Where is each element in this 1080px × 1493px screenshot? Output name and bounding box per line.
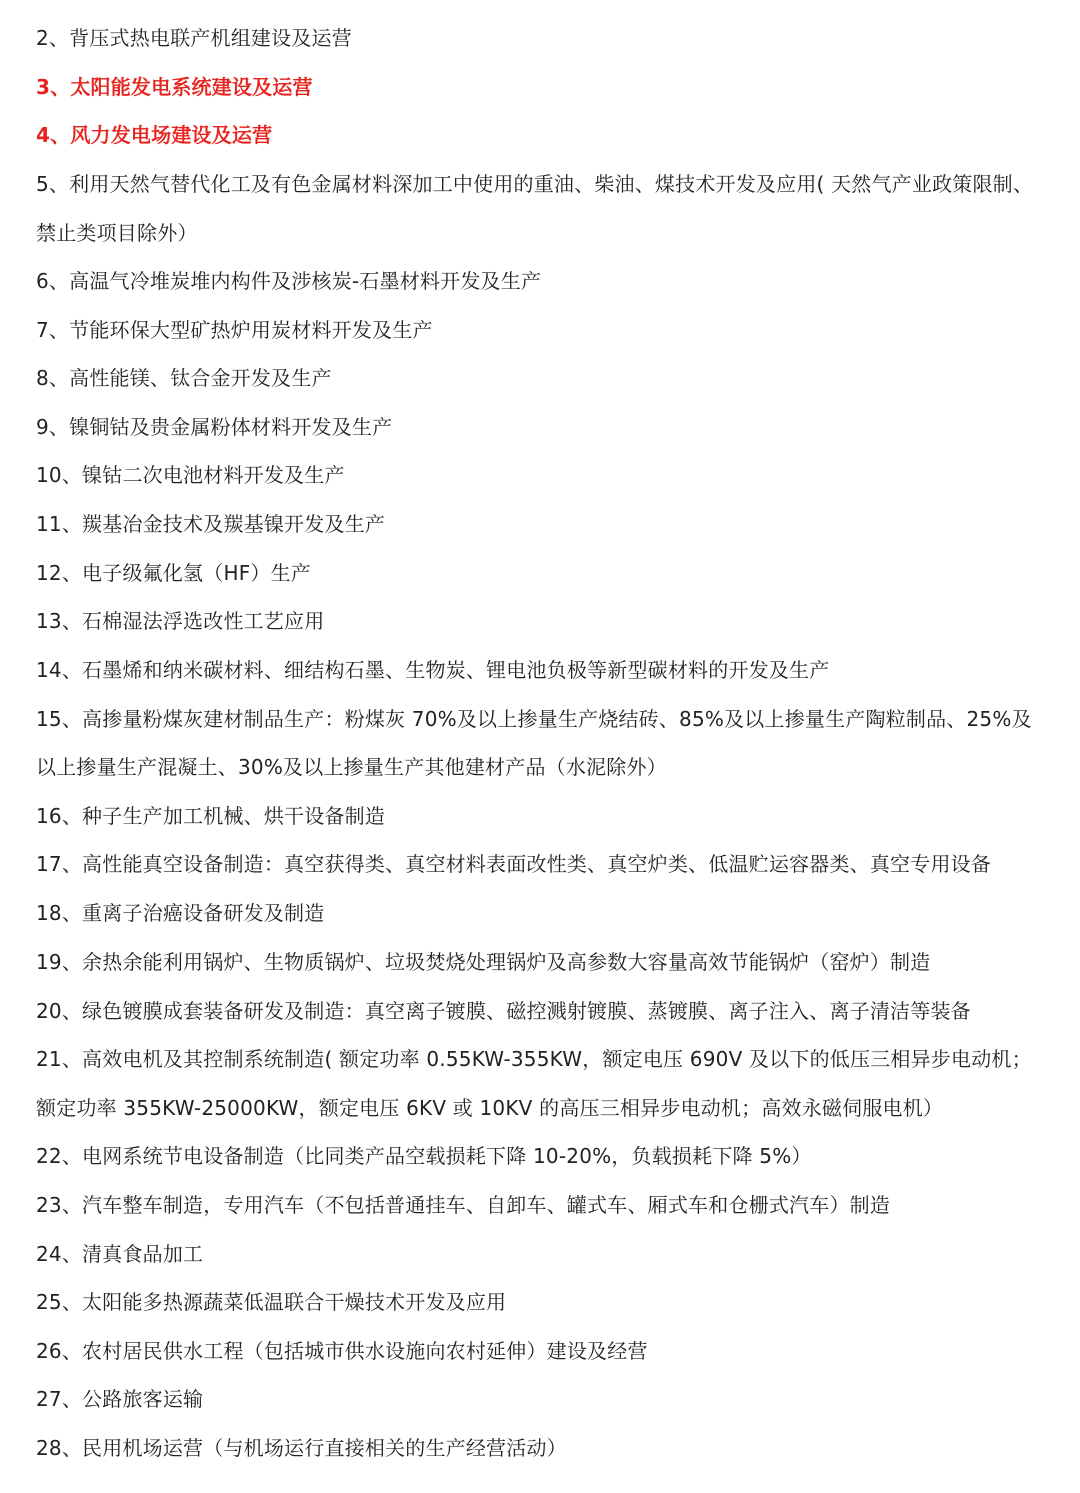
list-item: 禁止类项目除外） (36, 221, 198, 245)
list-item: 19、余热余能利用锅炉、生物质锅炉、垃圾焚烧处理锅炉及高参数大容量高效节能锅炉（窑炉）制造 (36, 950, 931, 974)
list-item: 10、镍钴二次电池材料开发及生产 (36, 463, 345, 487)
list-item: 11、羰基冶金技术及羰基镍开发及生产 (36, 512, 386, 536)
list-item: 15、高掺量粉煤灰建材制品生产：粉煤灰 70%及以上掺量生产烧结砖、85%及以上掺量生产陶粒制品、25%及 (36, 707, 1032, 731)
list-item: 2、背压式热电联产机组建设及运营 (36, 26, 352, 50)
list-item: 3、太阳能发电系统建设及运营 (36, 75, 313, 99)
list-item: 16、种子生产加工机械、烘干设备制造 (36, 804, 386, 828)
list-item: 5、利用天然气替代化工及有色金属材料深加工中使用的重油、柴油、煤技术开发及应用( 天然气产业政策限制、 (36, 172, 1034, 196)
list-item: 8、高性能镁、钛合金开发及生产 (36, 366, 332, 390)
list-item: 以上掺量生产混凝土、30%及以上掺量生产其他建材产品（水泥除外） (36, 755, 667, 779)
list-item: 9、镍铜钴及贵金属粉体材料开发及生产 (36, 415, 393, 439)
list-item: 额定功率 355KW-25000KW，额定电压 6KV 或 10KV 的高压三相异步电动机；高效永磁伺服电机） (36, 1096, 944, 1120)
list-item: 13、石棉湿法浮选改性工艺应用 (36, 609, 325, 633)
list-item: 4、风力发电场建设及运营 (36, 123, 273, 147)
list-item: 27、公路旅客运输 (36, 1387, 204, 1411)
list-item: 23、汽车整车制造，专用汽车（不包括普通挂车、自卸车、罐式车、厢式车和仓栅式汽车）制造 (36, 1193, 891, 1217)
list-item: 7、节能环保大型矿热炉用炭材料开发及生产 (36, 318, 433, 342)
list-item: 26、农村居民供水工程（包括城市供水设施向农村延伸）建设及经营 (36, 1339, 648, 1363)
list-item: 28、民用机场运营（与机场运行直接相关的生产经营活动） (36, 1436, 567, 1460)
list-item: 20、绿色镀膜成套装备研发及制造：真空离子镀膜、磁控溅射镀膜、蒸镀膜、离子注入、离子清洁等装备 (36, 999, 971, 1023)
list-item: 21、高效电机及其控制系统制造( 额定功率 0.55KW-355KW，额定电压 690V 及以下的低压三相异步电动机； (36, 1047, 1032, 1071)
list-item: 22、电网系统节电设备制造（比同类产品空载损耗下降 10-20%，负载损耗下降 5%） (36, 1144, 812, 1168)
list-item: 14、石墨烯和纳米碳材料、细结构石墨、生物炭、锂电池负极等新型碳材料的开发及生产 (36, 658, 830, 682)
list-item: 24、清真食品加工 (36, 1242, 204, 1266)
list-item: 25、太阳能多热源蔬菜低温联合干燥技术开发及应用 (36, 1290, 507, 1314)
list-item: 12、电子级氟化氢（HF）生产 (36, 561, 311, 585)
list-item: 6、高温气冷堆炭堆内构件及涉核炭-石墨材料开发及生产 (36, 269, 542, 293)
list-item: 18、重离子治癌设备研发及制造 (36, 901, 325, 925)
list-item: 17、高性能真空设备制造：真空获得类、真空材料表面改性类、真空炉类、低温贮运容器类、真空专用设备 (36, 852, 992, 876)
